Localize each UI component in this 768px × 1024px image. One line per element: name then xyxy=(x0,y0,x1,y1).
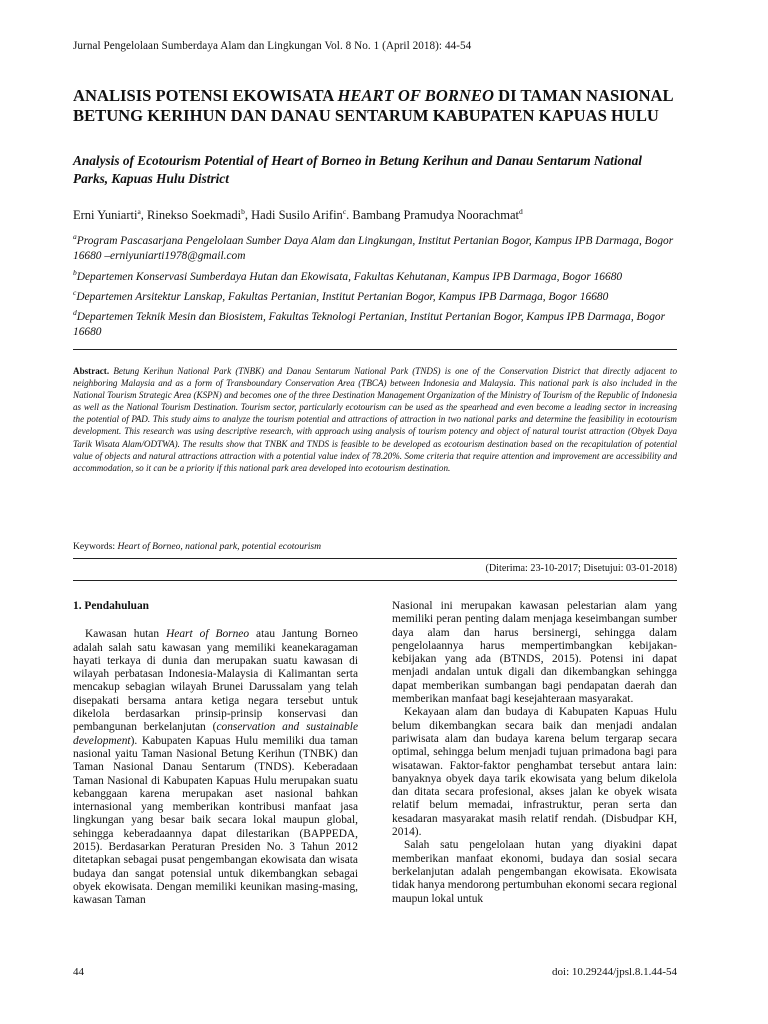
paragraph: Salah satu pengelolaan hutan yang diyakini dapat memberikan manfaat ekonomi, budaya dan sosial secara berkelanjutan adalah pengembangan ekowisata. Ekowisata tidak hanya mendorong pertumbuhan ekonomi secara regional maupun lokal untuk xyxy=(392,839,677,905)
paragraph xyxy=(73,628,358,907)
section-heading: 1. Pendahuluan xyxy=(73,600,149,612)
author-list xyxy=(73,207,523,223)
dates-bottom-rule xyxy=(73,580,677,581)
abstract-label: Abstract. xyxy=(73,366,110,376)
right-column xyxy=(392,600,677,906)
author-sup: a xyxy=(137,207,141,216)
page-number: 44 xyxy=(73,966,84,978)
author-sup: d xyxy=(519,207,523,216)
paper-title xyxy=(73,86,677,126)
affiliation-list xyxy=(73,229,677,341)
title-italic: HEART OF BORNEO xyxy=(337,86,494,105)
italic-span: conservation and sustainable development xyxy=(73,721,359,747)
abstract xyxy=(73,365,677,474)
affiliation xyxy=(73,229,677,265)
affiliation-sup: d xyxy=(73,308,77,318)
affiliation-text: Departemen Konservasi Sumberdaya Hutan dan Ekowisata, Fakultas Kehutanan, Kampus IPB Darmaga, Bogor 16680 xyxy=(76,270,623,283)
affiliation xyxy=(73,305,677,341)
italic-span: Heart of Borneo xyxy=(166,628,250,641)
paragraph: Kekayaan alam dan budaya di Kabupaten Kapuas Hulu belum dikembangkan secara baik dan menjadi andalan pariwisata alam dan budaya karena belum tergarap secara optimal, sehingga belum menjadi tujuan primadona bagi para wisatawan. Faktor-faktor penghambat tersebut antara lain: banyaknya obyek daya tarik ekowisata yang belum dikelola dan ditata secara profesional, akses jalan ke obyek wisata relatif belum memadai, infrastruktur, peran serta dan kesadaran masyarakat masih relatif rendah. (Disbudpar KH, 2014). xyxy=(392,706,677,839)
author-sup: c xyxy=(342,207,347,216)
keywords xyxy=(73,541,321,552)
author-name: Rinekso Soekmadi xyxy=(147,208,242,223)
paper-subtitle: Analysis of Ecotourism Potential of Heart of Borneo in Betung Kerihun and Danau Sentarum National Parks, Kapuas Hulu District xyxy=(73,153,642,186)
affiliation-sup: a xyxy=(73,232,77,241)
title-part-2: DI TAMAN NASIONAL BETUNG KERIHUN DAN DANAU SENTARUM KABUPATEN KAPUAS HULU xyxy=(73,86,673,125)
affiliation xyxy=(73,285,677,305)
paragraph: Nasional ini merupakan kawasan pelestarian alam yang memiliki peran penting dalam menjaga keseimbangan sumber daya alam dan harus bersinergi, sehingga dalam pengelolaannya harus mempertimbangkan kebijakan-kebijakan yang ada (BTNDS, 2015). Potensi ini dapat menjadi andalan untuk digali dan dikembangkan sehingga dapat memberikan sumbangan bagi pendapatan daerah dan memberikan manfaat bagi kesejahteraan masyarakat. xyxy=(392,600,677,706)
keywords-text: Heart of Borneo, national park, potential ecotourism xyxy=(117,541,322,552)
affiliation-text: Departemen Teknik Mesin dan Biosistem, Fakultas Teknologi Pertanian, Institut Pertanian Bogor, Kampus IPB Darmaga, Bogor 16680 xyxy=(73,310,666,339)
received-accepted-dates: (Diterima: 23-10-2017; Disetujui: 03-01-2018) xyxy=(485,563,677,574)
author-sep: , xyxy=(244,208,252,223)
affiliation-sup: b xyxy=(73,267,77,277)
abstract-top-rule xyxy=(73,349,677,350)
affiliation-text: Departemen Arsitektur Lanskap, Fakultas Pertanian, Institut Pertanian Bogor, Kampus IPB Darmaga, Bogor 16680 xyxy=(76,290,609,303)
author-sup: b xyxy=(241,207,245,216)
author-sep: . xyxy=(346,208,353,223)
abstract-text: Betung Kerihun National Park (TNBK) and Danau Sentarum National Park (TNDS) is one of the Conservation District that directly adjacent to neighboring Malaysia and as a form of Transboundary Conservation Area (TBCA) between Indonesia and Malaysia. This national park is also included in the National Tourism Strategic Area (KSPN) and becomes one of the three Destination Management Organization of the Ministry of Tourism of the Republic of Indonesia as well as the National Tourism Destination. Tourism sector, particularly ecotourism can be used as the spearhead and even become a leading sector in increasing the potential of PAD. This study aims to analyze the tourism potential and attractions of attraction in two national parks and determine the feasibility in ecotourism development. This research was using descriptive research, with approach using analysis of tourism potency and object of natural tourist attraction (Obyek Daya Tarik Wisata Alam/ODTWA). The results show that TNBK and TNDS is feasible to be developed as ecotourism destination based on the recapitulation of potential value of objects and natural attractions attraction with a potential value index of 78.20%. Some criteria that require attention and improvement are accessibility and accommodation, so it can be a priority if this national park area developed into ecotourism destination. xyxy=(73,366,677,473)
keywords-label: Keywords: xyxy=(73,541,118,552)
dates-top-rule xyxy=(73,558,677,559)
author-name: Bambang Pramudya Noorachmat xyxy=(352,208,520,223)
text-span: Kawasan hutan xyxy=(85,628,167,641)
affiliation-text: Program Pascasarjana Pengelolaan Sumber Daya Alam dan Lingkungan, Institut Pertanian Bogor, Kampus IPB Darmaga, Bogor 16680 –erniyuniarti1978@gmail.com xyxy=(73,234,674,263)
text-span: ). Kabupaten Kapuas Hulu memiliki dua taman nasional yaitu Taman Nasional Betung Kerihun (TNBK) dan Taman Nasional Danau Sentarum (TNDS). Keberadaan Taman Nasional di Kabupaten Kapuas Hulu merupakan suatu kebanggaan karena merupakan aset nasional bahkan internasional yang memberikan kontribusi manfaat jasa lingkungan yang besar baik secara lokal maupun global, sehingga keberadaannya dapat dilestarikan (BAPPEDA, 2015). Berdasarkan Peraturan Presiden No. 3 Tahun 2012 ditetapkan sebagai pusat pengembangan ekowisata dan wisata budaya dan sangat potensial untuk dikembangkan sebagai obyek ekowisata. Dengan memiliki keunikan masing-masing, kawasan Taman xyxy=(73,734,358,907)
affiliation-sup: c xyxy=(73,287,77,297)
left-column xyxy=(73,600,358,908)
text-span: atau Jantung Borneo adalah salah satu kawasan yang memiliki keanekaragaman hayati terkaya di dunia dan merupakan suatu kawasan di wilayah perbatasan Indonesia-Malaysia di Kalimantan serta mencakup sebagian wilayah Brunei Darussalam yang telah disepakati bersama antara ketiga negara tersebut untuk dikelola berdasarkan prinsip-prinsip konservasi dan pembangunan berkelanjutan ( xyxy=(73,628,358,734)
affiliation xyxy=(73,265,677,285)
title-part-1: ANALISIS POTENSI EKOWISATA xyxy=(73,86,338,105)
author-name: Hadi Susilo Arifin xyxy=(251,208,343,223)
journal-header: Jurnal Pengelolaan Sumberdaya Alam dan Lingkungan Vol. 8 No. 1 (April 2018): 44-54 xyxy=(73,40,472,52)
doi: doi: 10.29244/jpsl.8.1.44-54 xyxy=(552,966,677,978)
author-name: Erni Yuniarti xyxy=(73,208,138,223)
author-sep: , xyxy=(140,208,148,223)
